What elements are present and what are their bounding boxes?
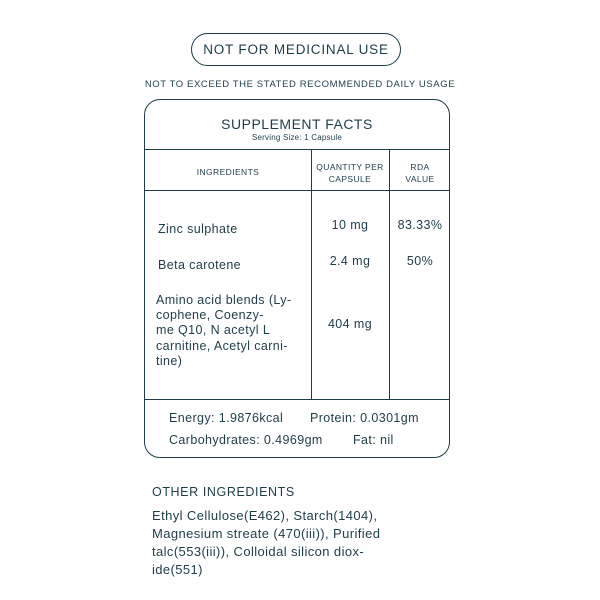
serving-size: Serving Size: 1 Capsule bbox=[252, 133, 342, 142]
ingredient-name-line: carnitine, Acetyl carni- bbox=[156, 338, 288, 353]
header-quantity bbox=[311, 161, 389, 185]
ingredient-quantity: 404 mg bbox=[327, 317, 373, 331]
header-rda-line1: RDA bbox=[410, 162, 430, 172]
header-quantity-line2: CAPSULE bbox=[328, 174, 372, 184]
not-for-medicinal-use-badge bbox=[191, 33, 401, 66]
header-divider bbox=[145, 190, 449, 191]
column-divider-1 bbox=[311, 149, 312, 400]
other-ingredients-line: talc(553(iii)), Colloidal silicon diox- bbox=[152, 544, 365, 559]
header-rda-line2: VALUE bbox=[405, 174, 435, 184]
energy-value: Energy: 1.9876kcal bbox=[169, 411, 284, 425]
other-ingredients-line: Magnesium streate (470(iii)), Purified bbox=[152, 526, 381, 541]
carbohydrates-value: Carbohydrates: 0.4969gm bbox=[169, 433, 323, 447]
ingredient-name: Zinc sulphate bbox=[158, 222, 238, 236]
protein-value: Protein: 0.0301gm bbox=[310, 411, 419, 425]
ingredient-rda: 50% bbox=[406, 254, 434, 268]
header-quantity-line1: QUANTITY PER bbox=[316, 162, 384, 172]
supplement-facts-panel bbox=[144, 99, 450, 458]
ingredient-quantity: 10 mg bbox=[331, 218, 369, 232]
ingredient-name: Beta carotene bbox=[158, 258, 242, 272]
ingredient-quantity: 2.4 mg bbox=[329, 254, 371, 268]
daily-usage-warning: NOT TO EXCEED THE STATED RECOMMENDED DAILY USAGE bbox=[144, 79, 456, 90]
fat-value: Fat: nil bbox=[353, 433, 394, 447]
ingredient-name-line: Amino acid blends (Ly- bbox=[156, 293, 292, 307]
other-ingredients-line: Ethyl Cellulose(E462), Starch(1404), bbox=[152, 508, 378, 523]
ingredient-name-line: cophene, Coenzy- bbox=[156, 308, 264, 323]
other-ingredients-line: ide(551) bbox=[152, 562, 203, 577]
badge-label: NOT FOR MEDICINAL USE bbox=[203, 42, 389, 57]
column-divider-2 bbox=[389, 149, 390, 400]
other-ingredients-text bbox=[152, 507, 452, 579]
other-ingredients-title: OTHER INGREDIENTS bbox=[152, 485, 295, 499]
nutrition-divider bbox=[145, 399, 449, 400]
title-divider bbox=[145, 149, 449, 150]
facts-title: SUPPLEMENT FACTS bbox=[221, 116, 373, 132]
ingredient-name-line: me Q10, N acetyl L bbox=[156, 323, 271, 338]
ingredient-rda: 83.33% bbox=[397, 218, 443, 232]
ingredient-name-line: tine) bbox=[156, 353, 183, 368]
header-ingredients: INGREDIENTS bbox=[196, 167, 260, 177]
header-rda bbox=[389, 161, 451, 185]
ingredient-name bbox=[156, 293, 291, 369]
